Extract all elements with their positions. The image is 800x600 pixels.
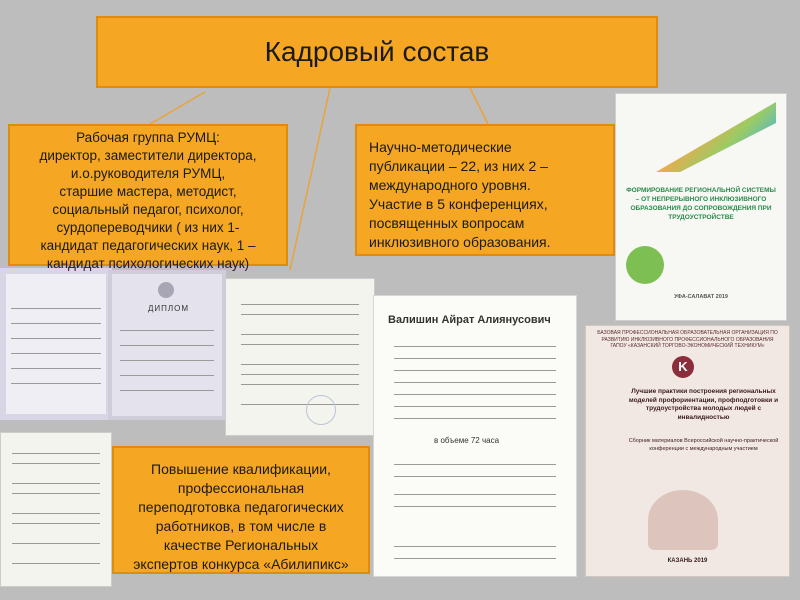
staff-line: кандидат психологических наук) — [46, 256, 250, 271]
book-logo-icon — [626, 246, 664, 284]
diploma-photo — [108, 270, 226, 420]
title-box — [96, 16, 658, 88]
staff-line: Рабочая группа РУМЦ: — [76, 130, 220, 145]
training-line: Повышение квалификации, — [151, 461, 331, 477]
staff-line: и.о.руководителя РУМЦ, — [70, 166, 226, 181]
diploma-photo-left — [0, 268, 112, 420]
pubs-line: Участие в 5 конференциях, — [369, 196, 548, 212]
k-logo-icon: K — [672, 356, 694, 378]
book-cover-2 — [585, 325, 790, 577]
training-line: работников, в том числе в — [155, 518, 327, 534]
staff-line: старшие мастера, методист, — [59, 184, 237, 199]
book2-subtitle: Сборник материалов Всероссийской научно-практической конференции с международным участием — [628, 438, 779, 452]
book1-footer: УФА-САЛАВАТ 2019 — [674, 294, 728, 300]
page-title: Кадровый состав — [264, 36, 490, 67]
pubs-line: публикации – 22, из них 2 – — [369, 158, 548, 174]
certificate-name: Валишин Айрат Алиянусович — [388, 314, 551, 326]
book1-title: ФОРМИРОВАНИЕ РЕГИОНАЛЬНОЙ СИСТЕМЫ – ОТ НЕПРЕРЫВНОГО ИНКЛЮЗИВНОГО ОБРАЗОВАНИЯ ДО СОПРОВОЖДЕНИЯ ПРИ ТРУДОУСТРОЙСТВЕ — [626, 187, 776, 221]
staff-line: директор, заместители директора, — [39, 148, 257, 163]
book2-title: Лучшие практики построения региональных моделей профориентации, профподготовки и трудоустройства молодых людей с инвалидностью — [628, 388, 779, 421]
emblem-icon — [158, 282, 174, 298]
publications-box — [355, 124, 615, 256]
staff-line: кандидат педагогических наук, 1 – — [40, 238, 256, 253]
diploma-word: ДИПЛОМ — [148, 304, 190, 313]
certificate-valishin — [373, 295, 577, 577]
certificate-photo-2 — [0, 432, 112, 587]
staff-line: сурдопереводчики ( из них 1- — [56, 220, 240, 235]
staff-box — [8, 124, 288, 271]
training-line: переподготовка педагогических — [138, 499, 344, 515]
stamp-icon — [306, 395, 336, 425]
pubs-line: Научно-методические — [369, 139, 512, 155]
pubs-line: международного уровня. — [369, 177, 531, 193]
wheelchair-illustration-icon — [648, 490, 718, 550]
pubs-line: инклюзивного образования. — [369, 234, 551, 250]
pubs-line: посвященных вопросам — [369, 215, 525, 231]
training-line: профессиональная — [177, 480, 305, 496]
staff-line: социальный педагог, психолог, — [52, 202, 244, 217]
training-box — [112, 446, 370, 574]
book2-header: БАЗОВАЯ ПРОФЕССИОНАЛЬНАЯ ОБРАЗОВАТЕЛЬНАЯ ОРГАНИЗАЦИЯ ПО РАЗВИТИЮ ИНКЛЮЗИВНОГО ПРОФЕССИОНАЛЬНОГО ОБРАЗОВАНИЯ ГАПОУ «КАЗАНСКИЙ ТОРГОВО-ЭКОНОМИЧЕСКИЙ ТЕХНИКУМ» — [597, 330, 778, 349]
book2-footer: КАЗАНЬ 2019 — [667, 558, 708, 564]
certificate-hours: в объеме 72 часа — [434, 436, 500, 445]
certificate-photo-1 — [225, 278, 375, 436]
training-line: качестве Региональных — [163, 537, 319, 553]
training-line: экспертов конкурса «Абилипикс» — [133, 556, 349, 572]
book-cover-1 — [615, 93, 787, 321]
